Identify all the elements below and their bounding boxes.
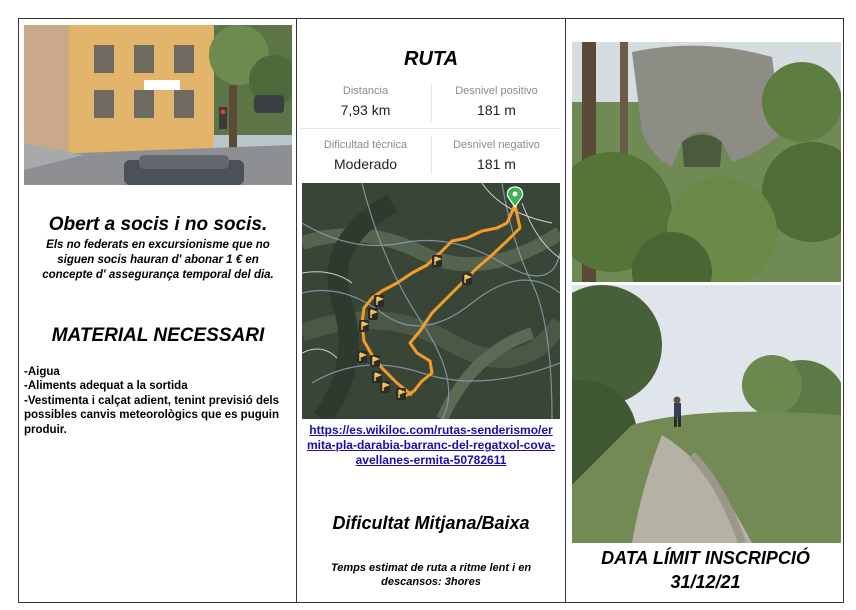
descent-value: 181 m — [477, 156, 516, 172]
list-item: -Aigua — [24, 366, 60, 378]
ascent-value: 181 m — [477, 102, 516, 118]
material-list — [24, 365, 286, 437]
open-heading: Obert a socis i no socis. — [48, 214, 268, 235]
stats-panel — [300, 80, 562, 180]
wikiloc-link[interactable]: https://es.wikiloc.com/rutas-senderismo/ermita-pla-darabia-barranc-del-regatxol-cova-avellanes-ermita-50782611 — [306, 423, 556, 467]
column-divider-right — [565, 18, 566, 603]
distance-value: 7,93 km — [340, 102, 391, 118]
street-photo — [24, 25, 292, 185]
trail-photo — [572, 285, 841, 543]
insurance-note: Els no federats en excursionisme que no siguen socis hauran d' abonar 1 € en concepte d' assegurança temporal del dia. — [42, 239, 274, 281]
rock-arch-photo — [572, 42, 841, 282]
deadline-label: DATA LÍMIT INSCRIPCIÓ — [601, 548, 810, 568]
column-divider-left — [296, 18, 297, 603]
difficulty-text: Dificultat Mitjana/Baixa — [332, 513, 530, 533]
route-map[interactable] — [302, 183, 560, 419]
estimated-time: Temps estimat de ruta a ritme lent i en descansos: 3hores — [330, 562, 532, 589]
difficulty-label: Dificultad técnica — [323, 139, 408, 151]
difficulty-value: Moderado — [333, 156, 398, 172]
distance-label: Distancia — [342, 85, 389, 97]
list-item: -Aliments adequat a la sortida — [24, 380, 188, 393]
descent-label: Desnivel negativo — [453, 139, 540, 151]
list-item: -Vestimenta i calçat adient, tenint previsió dels possibles canvis meteorològics que es puguin produir. — [24, 394, 279, 436]
ascent-label: Desnivel positivo — [455, 85, 538, 97]
route-title: RUTA — [403, 48, 459, 70]
deadline-date: 31/12/21 — [670, 572, 741, 592]
material-title: MATERIAL NECESSARI — [51, 325, 265, 346]
